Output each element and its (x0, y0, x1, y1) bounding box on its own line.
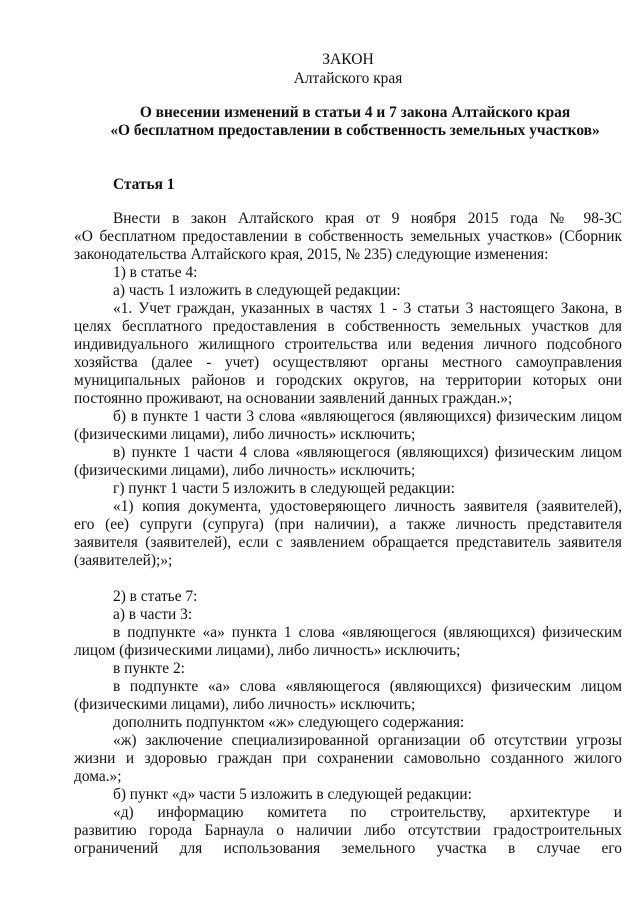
body-line: хозяйства (далее - учет) осуществляют органы местного самоуправления (74, 354, 622, 371)
law-region: Алтайского края (293, 70, 403, 87)
body-line: заявителя (заявителей), если с заявлением обращается представитель заявителя (74, 534, 622, 551)
body-line: дома.»; (74, 768, 122, 785)
body-line: целях бесплатного предоставления в собственность земельных участков для (74, 318, 622, 335)
body-line: а) часть 1 изложить в следующей редакции: (113, 282, 401, 299)
article-heading: Статья 1 (113, 176, 175, 193)
body-line: (физическими лицами), либо личность» исключить; (74, 462, 416, 479)
body-line: (физическими лицами), либо личность» исключить; (74, 696, 416, 713)
body-line: в подпункте «а» слова «являющегося (являющихся) физическим лицом (113, 678, 622, 695)
body-line: 2) в статье 7: (113, 588, 198, 605)
body-line: б) пункт «д» части 5 изложить в следующей редакции: (113, 786, 472, 803)
body-line: (заявителей);»; (74, 552, 173, 569)
body-line: 1) в статье 4: (113, 264, 198, 281)
body-line: его (ее) супруги (супруга) (при наличии), а также личность представителя (74, 516, 622, 533)
body-line: (физическими лицами), либо личность» исключить; (74, 426, 416, 443)
body-line: муниципальных районов и городских округов, на территории которых они (74, 372, 622, 389)
body-line: б) в пункте 1 части 3 слова «являющегося (являющихся) физическим лицом (113, 408, 622, 425)
body-line: в подпункте «а» пункта 1 слова «являющегося (являющихся) физическим (113, 624, 622, 641)
body-line: дополнить подпунктом «ж» следующего содержания: (113, 714, 465, 731)
body-line: ограничений для использования земельного участка в случае его (74, 840, 622, 857)
law-subtitle-line-2: «О бесплатном предоставлении в собственность земельных участков» (110, 122, 600, 139)
body-line: постоянно проживают, на основании заявлений данных граждан.»; (74, 390, 513, 407)
body-line: законодательства Алтайского края, 2015, № 235) следующие изменения: (74, 246, 549, 263)
body-line: в пункте 2: (113, 660, 185, 677)
body-line: «ж) заключение специализированной организации об отсутствии угрозы (113, 732, 622, 749)
body-line: «д) информацию комитета по строительству, архитектуре и (113, 804, 622, 821)
body-line: «1) копия документа, удостоверяющего личность заявителя (заявителей), (113, 498, 622, 515)
body-line: г) пункт 1 части 5 изложить в следующей редакции: (113, 480, 455, 497)
body-line: «О бесплатном предоставлении в собственность земельных участков» (Сборник (74, 228, 622, 245)
body-line: а) в части 3: (113, 606, 193, 623)
body-line: Внести в закон Алтайского края от 9 ноября 2015 года № 98-ЗС (113, 210, 622, 227)
body-line: жизни и здоровью граждан при сохранении самовольно созданного жилого (74, 750, 622, 767)
law-subtitle-line-1: О внесении изменений в статьи 4 и 7 закона Алтайского края (139, 104, 571, 121)
body-line: в) пункте 1 части 4 слова «являющегося (являющихся) физическим лицом (113, 444, 622, 461)
body-line: индивидуального жилищного строительства или ведения личного подсобного (74, 336, 622, 353)
law-title: ЗАКОН (322, 51, 374, 68)
body-line: лицом (физическими лицами), либо личность» исключить; (74, 642, 461, 659)
body-line: «1. Учет граждан, указанных в частях 1 - 3 статьи 3 настоящего Закона, в (113, 300, 622, 317)
body-line: развитию города Барнаула о наличии либо отсутствии градостроительных (74, 822, 622, 839)
